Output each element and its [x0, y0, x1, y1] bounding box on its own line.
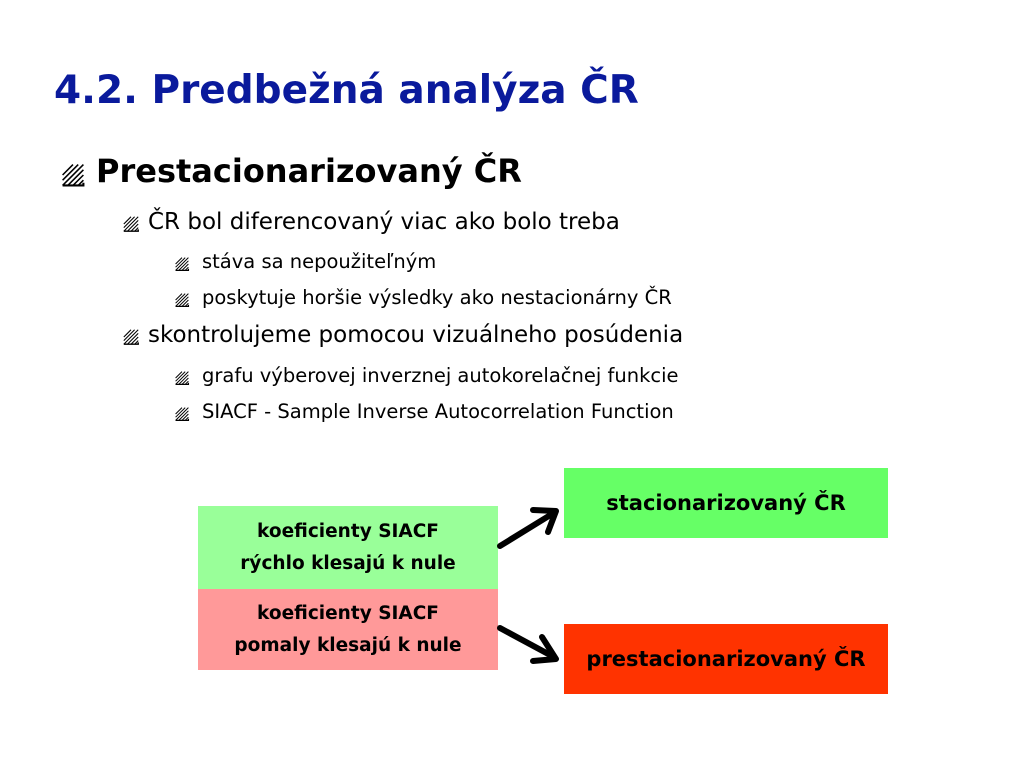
bullet-sub1-item-label: stáva sa nepoužiteľným — [202, 250, 437, 273]
slow-decay-line1: koeficienty SIACF — [257, 602, 439, 624]
bullet-main-label: Prestacionarizovaný ČR — [96, 152, 522, 190]
bullet-sub2-item-label: SIACF - Sample Inverse Autocorrelation Function — [202, 400, 674, 423]
bullet-sub1-item-label: poskytuje horšie výsledky ako nestacionárny ČR — [202, 286, 672, 309]
slide-title: 4.2. Predbežná analýza ČR — [54, 68, 639, 113]
fast-decay-line1: koeficienty SIACF — [257, 520, 439, 542]
stationary-box: stacionarizovaný ČR — [564, 468, 888, 538]
prestationary-box: prestacionarizovaný ČR — [564, 624, 888, 694]
arrow-down-icon — [500, 628, 556, 661]
bullet-sub2-label: skontrolujeme pomocou vizuálneho posúdenia — [148, 322, 684, 348]
bullet-sub1-label: ČR bol diferencovaný viac ako bolo treba — [148, 209, 620, 235]
slow-decay-line2: pomaly klesajú k nule — [234, 634, 462, 656]
arrow-up-icon — [500, 510, 556, 546]
bullet-sub2-item-label: grafu výberovej inverznej autokorelačnej funkcie — [202, 364, 679, 387]
fast-decay-line2: rýchlo klesajú k nule — [240, 552, 456, 574]
